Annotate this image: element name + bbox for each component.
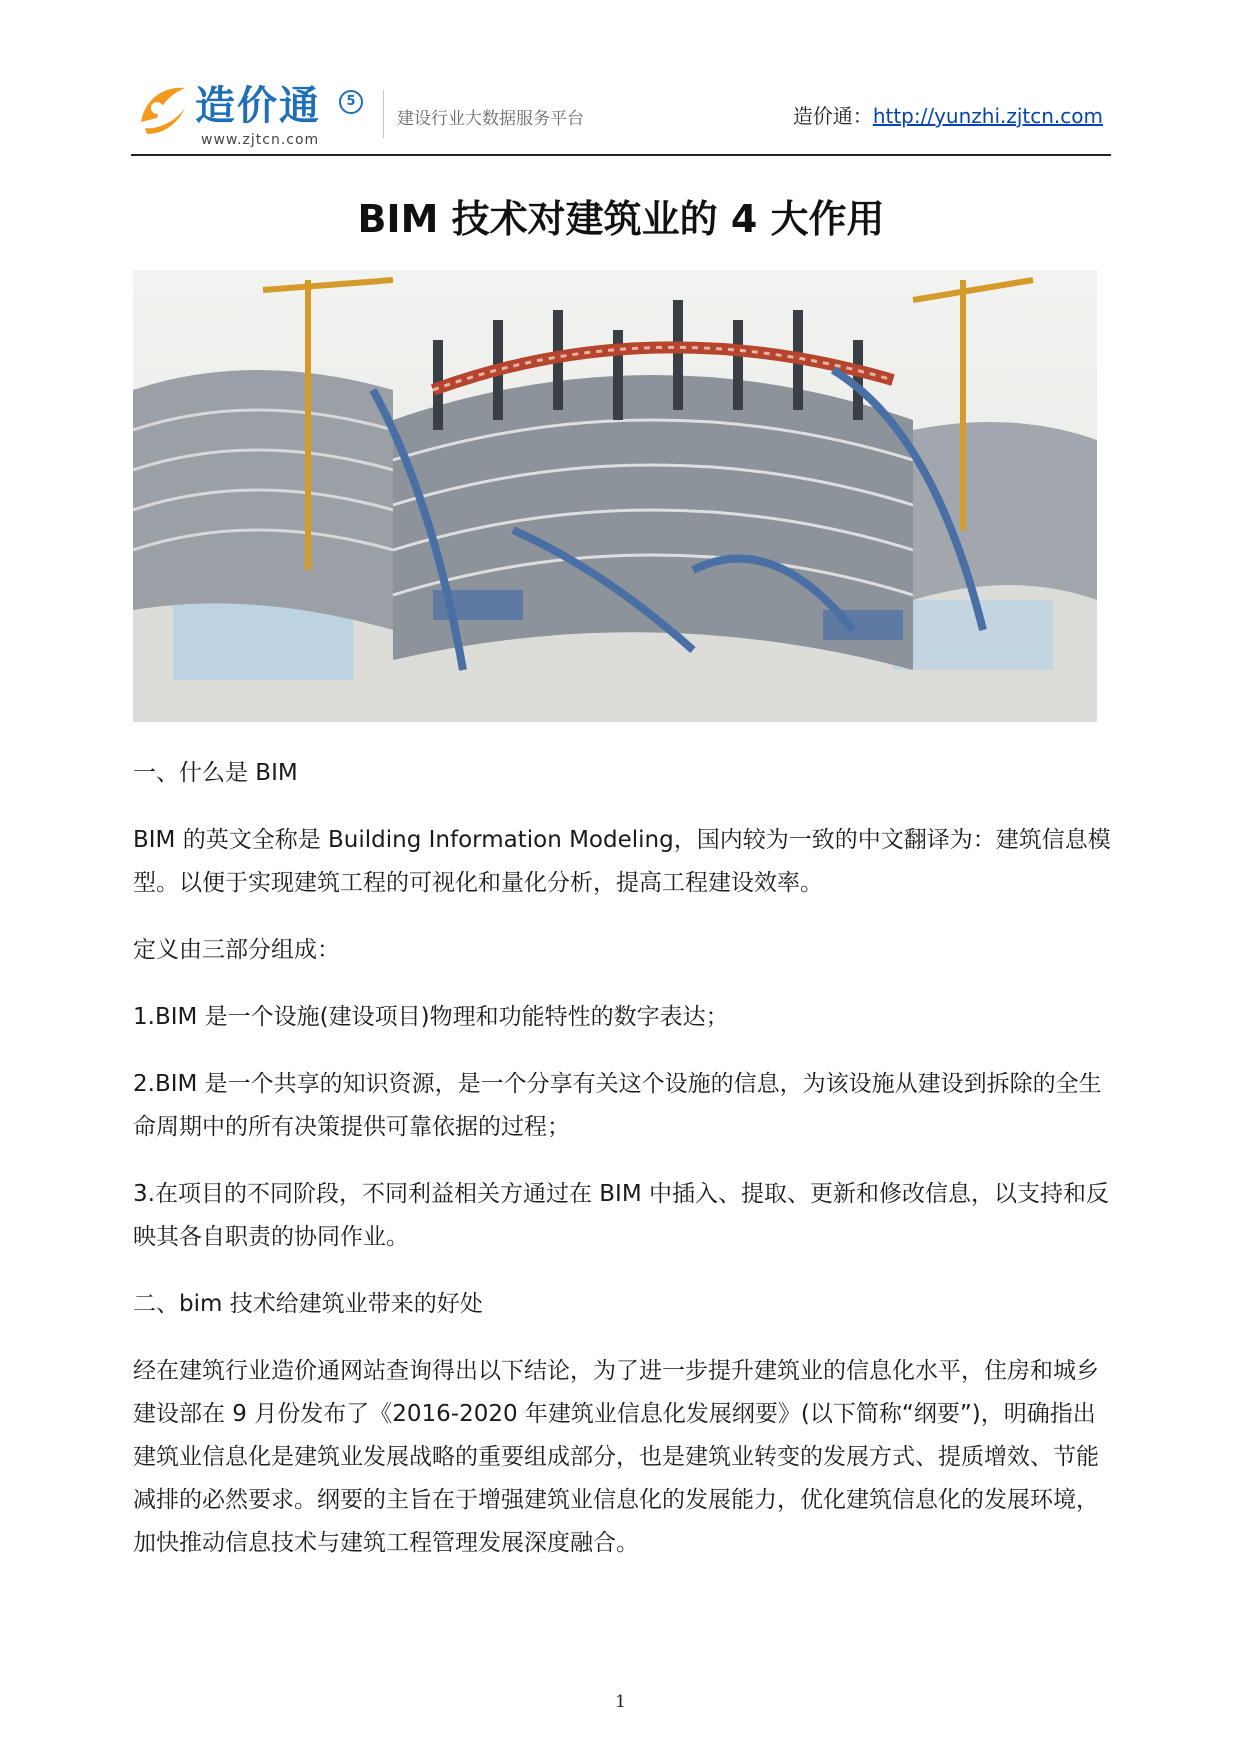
logo-badge: 5: [339, 90, 363, 114]
header-tagline: 建设行业大数据服务平台: [397, 109, 584, 129]
list-item: 1.BIM 是一个设施(建设项目)物理和功能特性的数字表达；: [133, 1004, 729, 1030]
zjtcn-logo[interactable]: [135, 72, 375, 152]
document-body: [133, 752, 1113, 1589]
site-link[interactable]: http://yunzhi.zjtcn.com: [872, 104, 1103, 128]
list-item: 3.在项目的不同阶段，不同利益相关方通过在 BIM 中插入、提取、更新和修改信息，以支持和反映其各自职责的协同作业。: [133, 1181, 1109, 1250]
site-info: [793, 100, 1103, 129]
section-heading: 二、bim 技术给建筑业带来的好处: [133, 1291, 483, 1317]
document-title: BIM 技术对建筑业的 4 大作用: [357, 197, 885, 241]
paragraph: BIM 的英文全称是 Building Information Modeling，国内较为一致的中文翻译为：建筑信息模型。以便于实现建筑工程的可视化和量化分析，提高工程建设效率。: [133, 827, 1111, 896]
page-header: [131, 60, 1111, 156]
logo-url: www.zjtcn.com: [201, 132, 320, 148]
page-number: 1: [615, 1692, 626, 1712]
section-heading: 一、什么是 BIM: [133, 760, 298, 786]
building-construction-icon: [133, 270, 1097, 722]
building-construction-image: [133, 270, 1097, 722]
header-rule: [131, 154, 1111, 156]
site-label: 造价通：: [792, 104, 873, 128]
paragraph: 经在建筑行业造价通网站查询得出以下结论，为了进一步提升建筑业的信息化水平，住房和城乡建设部在 9 月份发布了《2016-2020 年建筑业信息化发展纲要》(以下简称“纲要”)，明确指出建筑业信息化是建筑业发展战略的重要组成部分，也是建筑业转变的发展方式、提质增效、节能减排的必然要求。纲要的主旨在于增强建筑业信息化的发展能力，优化建筑信息化的发展环境，加快推动信息技术与建筑工程管理发展深度融合。: [133, 1358, 1099, 1556]
paragraph: 定义由三部分组成：: [133, 937, 340, 963]
logo-mark-icon: [135, 78, 195, 138]
logo-text: 造价通: [195, 83, 321, 129]
header-divider: [383, 90, 384, 138]
list-item: 2.BIM 是一个共享的知识资源，是一个分享有关这个设施的信息，为该设施从建设到拆除的全生命周期中的所有决策提供可靠依据的过程；: [133, 1071, 1102, 1140]
